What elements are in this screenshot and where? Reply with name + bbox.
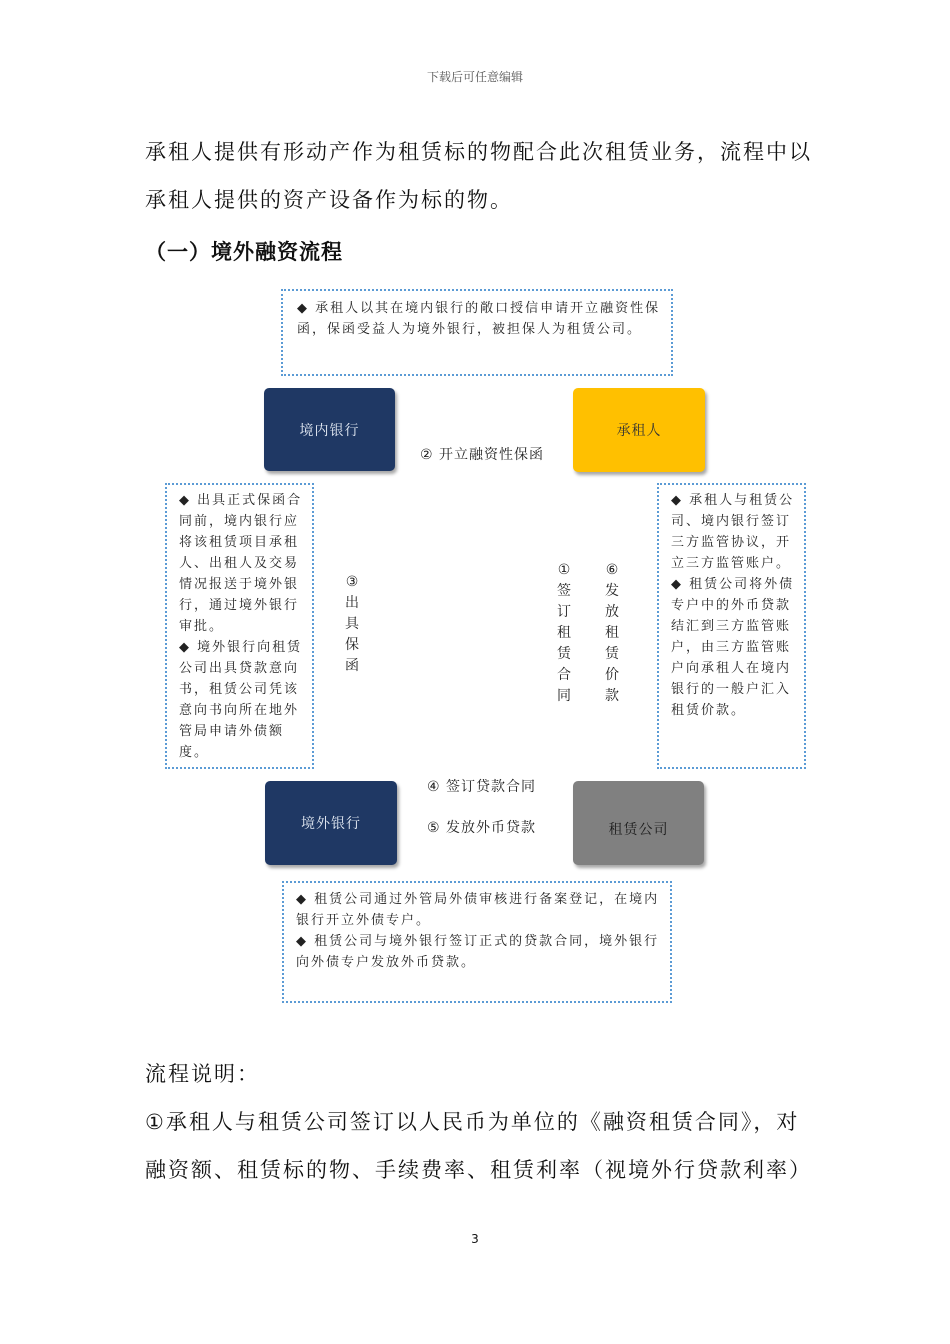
page-header: 下载后可任意编辑 bbox=[426, 70, 523, 84]
right-note-text-2: ◆ 租赁公司将外债专户中的外币贷款结汇到三方监管账户，由三方监管账户向承租人在境内银行的一般户汇入租赁价款。 bbox=[671, 577, 795, 718]
left-note-text-1: ◆ 出具正式保函合同前，境内银行应将该租赁项目承租人、出租人及交易情况报送于境外银行，通过境外银行审批。 bbox=[179, 493, 303, 634]
top-note-text: ◆ 承租人以其在境内银行的敞口授信申请开立融资性保函，保函受益人为境外银行，被担保人为租赁公司。 bbox=[297, 301, 661, 337]
step-2-label: ② 开立融资性保函 bbox=[420, 447, 545, 463]
step-6-label: ⑥发放租赁价款 bbox=[605, 562, 619, 704]
section-title: （一）境外融资流程 bbox=[145, 240, 343, 264]
explain-line-2: 融资额、租赁标的物、手续费率、租赁利率（视境外行贷款利率） bbox=[145, 1158, 812, 1182]
intro-line-2: 承租人提供的资产设备作为标的物。 bbox=[145, 188, 513, 212]
node-domestic-bank: 境内银行 bbox=[264, 388, 395, 471]
step-5-label: ⑤ 发放外币贷款 bbox=[427, 820, 537, 836]
step-4-label: ④ 签订贷款合同 bbox=[427, 779, 537, 795]
bottom-note-text-1: ◆ 租赁公司通过外管局外债审核进行备案登记，在境内银行开立外债专户。 bbox=[296, 892, 660, 928]
step-3-label: ③出具保函 bbox=[345, 574, 359, 674]
node-foreign-bank: 境外银行 bbox=[265, 781, 397, 865]
right-note-text-1: ◆ 承租人与租赁公司、境内银行签订三方监管协议，开立三方监管账户。 bbox=[671, 493, 795, 571]
right-note-box bbox=[657, 483, 806, 769]
bottom-note-box bbox=[282, 881, 672, 1003]
node-leasing-company: 租赁公司 bbox=[573, 781, 704, 865]
left-note-box bbox=[165, 483, 314, 769]
explain-title: 流程说明： bbox=[145, 1062, 260, 1086]
left-note-text-2: ◆ 境外银行向租赁公司出具贷款意向书，租赁公司凭该意向书向所在地外管局申请外债额度。 bbox=[179, 640, 303, 760]
bottom-note-text-2: ◆ 租赁公司与境外银行签订正式的贷款合同，境外银行向外债专户发放外币贷款。 bbox=[296, 934, 660, 970]
page-number: 3 bbox=[471, 1232, 479, 1246]
intro-line-1: 承租人提供有形动产作为租赁标的物配合此次租赁业务，流程中以 bbox=[145, 140, 812, 164]
top-note-box bbox=[281, 289, 673, 376]
step-1-label: ①签订租赁合同 bbox=[557, 562, 571, 704]
explain-line-1: ①承租人与租赁公司签订以人民币为单位的《融资租赁合同》，对 bbox=[145, 1110, 800, 1134]
node-lessee: 承租人 bbox=[573, 388, 705, 472]
